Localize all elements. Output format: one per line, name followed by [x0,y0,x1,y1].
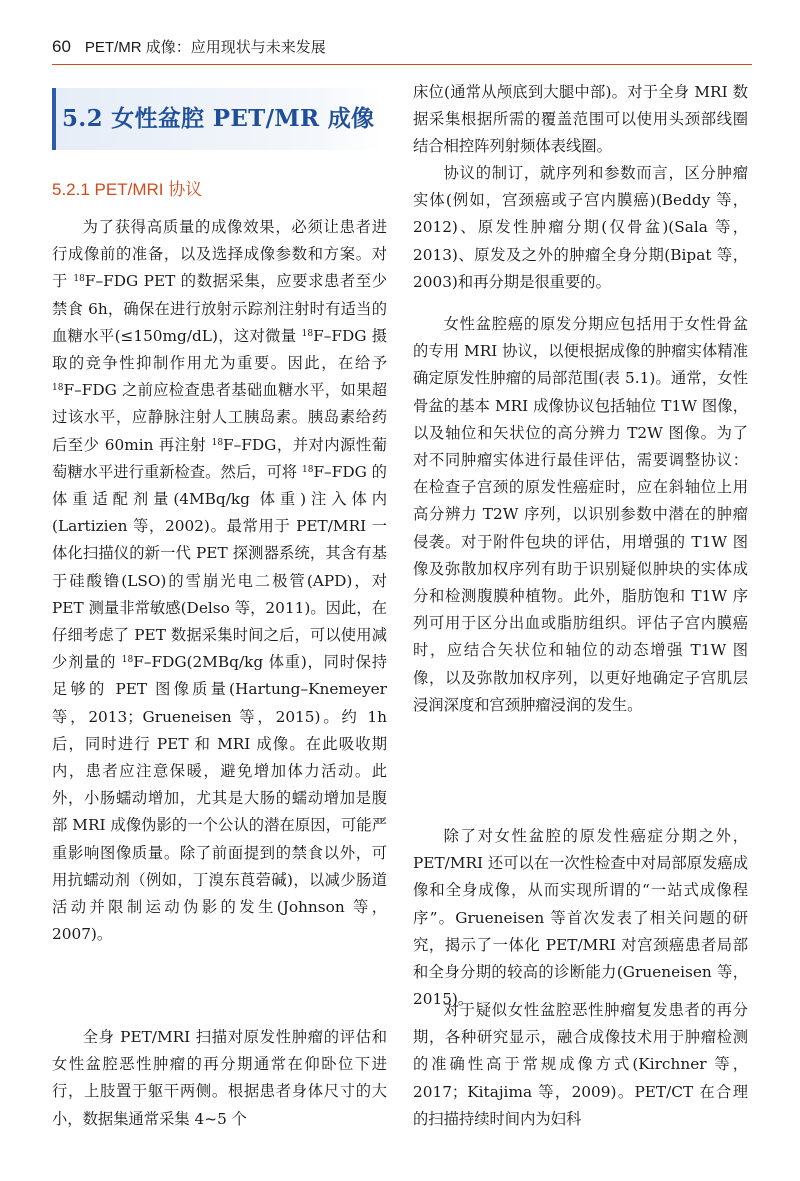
section-title: 5.2 女性盆腔 PET/MR 成像 [62,105,375,132]
right-paragraph-2: 女性盆腔癌的原发分期应包括用于女性骨盆的专用 MRI 协议，以便根据成像的肿瘤实体精准确定原发性肿瘤的局部范围(表 5.1)。通常，女性骨盆的基本 MRI 成像协议包括轴位 T1W 图像，以及轴位和矢状位的高分辨力 T2W 图像。为了对不同肿瘤实体进行最佳评估，需要调整协议：在检查子宫颈的原发性癌症时，应在斜轴位上用高分辨力 T2W 序列，以识别参数中潜在的肿瘤侵袭。对于附件包块的评估，用增强的 T1W 图像及弥散加权序列有助于识别疑似肿块的实体成分和检测腹膜种植物。此外，脂肪饱和 T1W 序列可用于区分出血或脂肪组织。评估子宫内膜癌时，应结合矢状位和轴位的动态增强 T1W 图像，以及弥散加权序列，以更好地确定子宫肌层浸润深度和宫颈肿瘤浸润的发生。 [413,315,748,714]
page-number: 60 [52,37,71,56]
running-title: PET/MR 成像：应用现状与未来发展 [84,39,326,56]
right-paragraph-1: 协议的制订，就序列和参数而言，区分肿瘤实体(例如，宫颈癌或子宫内膜癌)(Beddy 等，2012)、原发性肿瘤分期(仅骨盆)(Sala 等，2013)、原发及之外的肿瘤全身分期(Bipat 等，2003)和再分期是很重要的。 [413,164,748,291]
left-paragraph-2: 全身 PET/MRI 扫描对原发性肿瘤的评估和女性盆腔恶性肿瘤的再分期通常在仰卧位下进行，上肢置于躯干两侧。根据患者身体尺寸的大小，数据集通常采集 4~5 个 [52,1028,387,1128]
left-paragraph-1: 为了获得高质量的成像效果，必须让患者进行成像前的准备，以及选择成像参数和方案。对于 $^{18}$F–FDG PET 的数据采集，应要求患者至少禁食 6h，确保在进行放射示踪剂注射时有适当的血糖水平(≤150mg/dL)，这对微量 $^{18}$F–FDG 摄取的竞争性抑制作用尤为重要。因此，在给予 $^{18}$F–FDG 之前应检查患者基础血糖水平，如果超过该水平，应静脉注射人工胰岛素。胰岛素给药后至少 60min 再注射 $^{18}$F–FDG，并对内源性葡萄糖水平进行重新检查。然后，可将 $^{18}$F–FDG 的体重适配剂量(4MBq/kg 体重)注入体内(Lartizien 等，2002)。最常用于 PET/MRI 一体化扫描仪的新一代 PET 探测器系统，其含有基于硅酸镥(LSO)的雪崩光电二极管(APD)，对 PET 测量非常敏感(Delso 等，2011)。因此，在仔细考虑了 PET 数据采集时间之后，可以使用减少剂量的 $^{18}$F–FDG(2MBq/kg 体重)，同时保持足够的 PET 图像质量(Hartung–Knemeyer 等，2013；Grueneisen 等，2015)。约 1h 后，同时进行 PET 和 MRI 成像。在此吸收期内，患者应注意保暖，避免增加体力活动。此外，小肠蠕动增加，尤其是大肠的蠕动增加是腹部 MRI 成像伪影的一个公认的潜在原因，可能严重影响图像质量。除了前面提到的禁食以外，可用抗蠕动剂（例如，丁溴东莨菪碱)，以减少肠道活动并限制运动伪影的发生(Johnson 等，2007)。 [52,218,387,944]
header-rule [52,64,752,65]
subsection-title: 5.2.1 PET/MRI 协议 [52,180,203,199]
right-paragraph-3: 除了对女性盆腔的原发性癌症分期之外，PET/MRI 还可以在一次性检查中对局部原发癌成像和全身成像，从而实现所谓的“一站式成像程序”。Grueneisen 等首次发表了相关问题的研究，揭示了一体化 PET/MRI 对宫颈癌患者局部和全身分期的较高的诊断能力(Grueneisen 等，2015)。 [413,827,748,1009]
running-head [52,36,752,58]
right-paragraph-4: 对于疑似女性盆腔恶性肿瘤复发患者的再分期，各种研究显示，融合成像技术用于肿瘤检测的准确性高于常规成像方式(Kirchner 等，2017；Kitajima 等，2009)。PET/CT 在合理的扫描持续时间内为妇科 [413,1001,748,1128]
right-paragraph-0: 床位(通常从颅底到大腿中部)。对于全身 MRI 数据采集根据所需的覆盖范围可以使用头颈部线圈结合相控阵列射频体表线圈。 [413,83,748,156]
